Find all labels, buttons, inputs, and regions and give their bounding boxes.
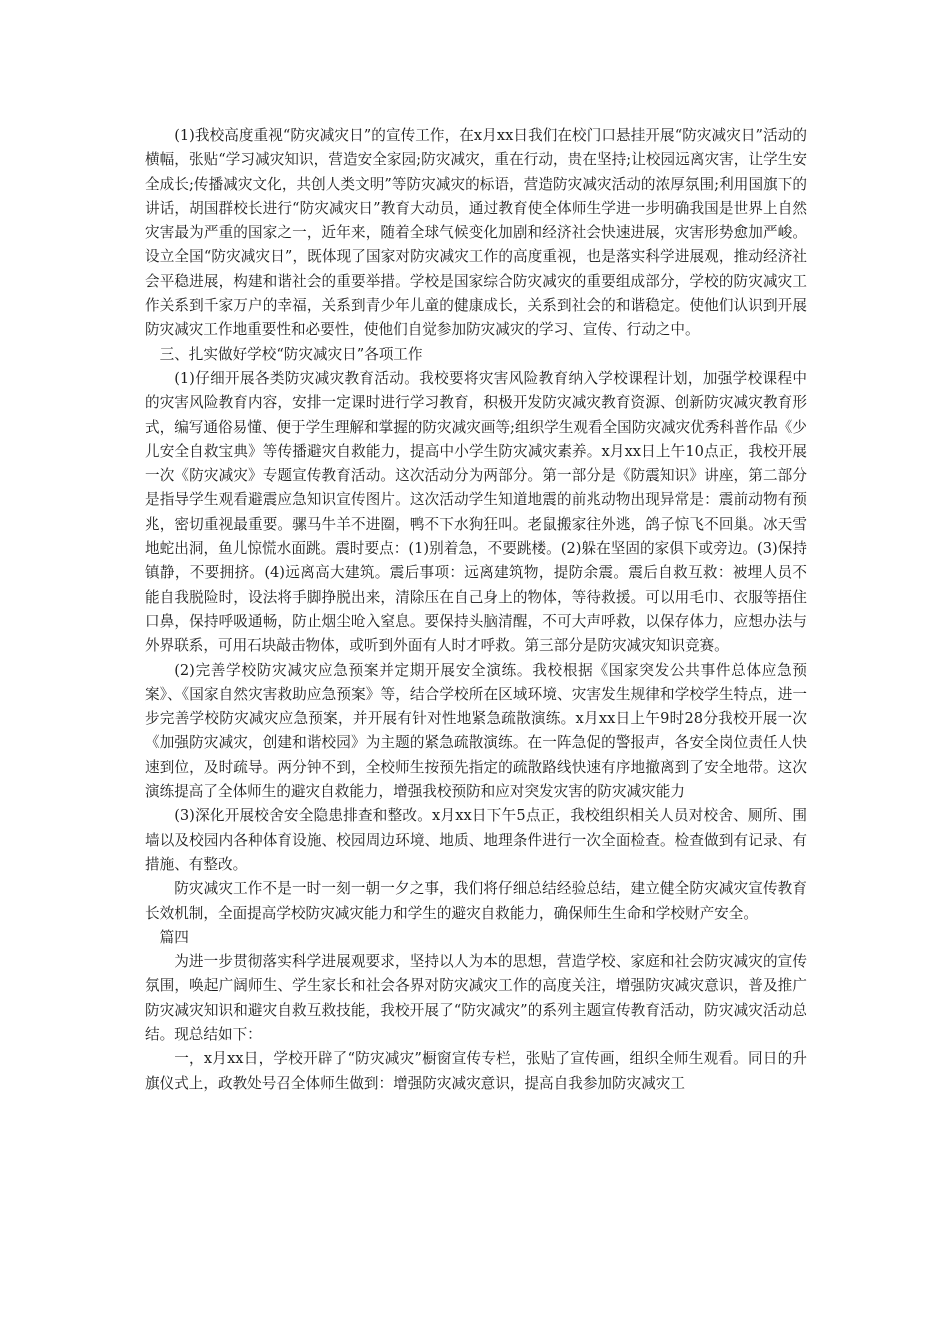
document-body	[145, 124, 807, 1096]
section-heading-part-four: 篇四	[159, 928, 189, 946]
section-heading-three: 三、扎实做好学校“防灾减灾日”各项工作	[159, 345, 423, 363]
paragraph-part-four-intro: 为进一步贯彻落实科学进展观要求，坚持以人为本的思想，营造学校、家庭和社会防灾减灾的宣传氛围，唤起广阔师生、学生家长和社会各界对防灾减灾工作的高度关注，增强防灾减灾意识，普及推广防灾减灾知识和避灾自救互救技能，我校开展了“防灾减灾”的系列主题宣传教育活动，防灾减灾活动总结。现总结如下：	[145, 953, 807, 1043]
paragraph-education-activities: (1)仔细开展各类防灾减灾教育活动。我校要将灾害风险教育纳入学校课程计划，加强学校课程中的灾害风险教育内容，安排一定课时进行学习教育，积极开发防灾减灾教育资源、创新防灾减灾教育形式，编写通俗易懂、便于学生理解和掌握的防灾减灾画等;组织学生观看全国防灾减灾优秀科普作品《少儿安全自救宝典》等传播避灾自救能力，提高中小学生防灾减灾素养。x月xx日上午10点正，我校开展一次《防灾减灾》专题宣传教育活动。这次活动分为两部分。第一部分是《防震知识》讲座，第二部分是指导学生观看避震应急知识宣传图片。这次活动学生知道地震的前兆动物出现异常是：震前动物有预兆，密切重视最重要。骡马牛羊不进圈，鸭不下水狗狂叫。老鼠搬家往外逃，鸽子惊飞不回巢。冰天雪地蛇出洞，鱼儿惊慌水面跳。震时要点：(1)别着急，不要跳楼。(2)躲在坚固的家俱下或旁边。(3)保持镇静，不要拥挤。(4)远离高大建筑。震后事项：远离建筑物，提防余震。震后自救互救：被埋人员不能自我脱险时，设法将手脚挣脱出来，清除压在自己身上的物体，等待救援。可以用毛巾、衣服等捂住口鼻，保持呼吸通畅，防止烟尘呛入窒息。要保持头脑清醒，不可大声呼救，以保存体力，应想办法与外界联系，可用石块敲击物体，或听到外面有人时才呼救。第三部分是防灾减灾知识竞赛。	[145, 369, 807, 655]
paragraph-safety-inspection: (3)深化开展校舍安全隐患排查和整改。x月xx日下午5点正，我校组织相关人员对校舍、厕所、围墙以及校园内各种体育设施、校园周边环境、地质、地理条件进行一次全面检查。检查做到有记录、有措施、有整改。	[145, 807, 807, 873]
paragraph-conclusion: 防灾减灾工作不是一时一刻一朝一夕之事，我们将仔细总结经验总结，建立健全防灾减灾宣传教育长效机制，全面提高学校防灾减灾能力和学生的避灾自救能力，确保师生生命和学校财产安全。	[145, 880, 807, 922]
paragraph-awareness: (1)我校高度重视“防灾减灾日”的宣传工作，在x月xx日我们在校门口悬挂开展“防灾减灾日”活动的横幅，张贴“学习减灾知识，营造安全家园;防灾减灾，重在行动，贵在坚持;让校园远离灾害，让学生安全成长;传播减灾文化，共创人类文明”等防灾减灾的标语，营造防灾减灾活动的浓厚氛围;利用国旗下的讲话，胡国群校长进行“防灾减灾日”教育大动员，通过教育使全体师生学进一步明确我国是世界上自然灾害最为严重的国家之一，近年来，随着全球气候变化加剧和经济社会快速进展，灾害形势愈加严峻。设立全国“防灾减灾日”，既体现了国家对防灾减灾工作的高度重视，也是落实科学进展观，推动经济社会平稳进展，构建和谐社会的重要举措。学校是国家综合防灾减灾的重要组成部分，学校的防灾减灾工作关系到千家万户的幸福，关系到青少年儿童的健康成长，关系到社会的和谐稳定。使他们认识到开展防灾减灾工作地重要性和必要性，使他们自觉参加防灾减灾的学习、宣传、行动之中。	[145, 127, 807, 339]
paragraph-part-four-item-one: 一，x月xx日，学校开辟了“防灾减灾”橱窗宣传专栏，张贴了宣传画，组织全师生观看。同日的升旗仪式上，政教处号召全体师生做到：增强防灾减灾意识，提高自我参加防灾减灾工	[145, 1050, 807, 1092]
paragraph-emergency-plan: (2)完善学校防灾减灾应急预案并定期开展安全演练。我校根据《国家突发公共事件总体应急预案》、《国家自然灾害救助应急预案》等，结合学校所在区域环境、灾害发生规律和学校学生特点，进一步完善学校防灾减灾应急预案，并开展有针对性地紧急疏散演练。x月xx日上午9时28分我校开展一次《加强防灾减灾，创建和谐校园》为主题的紧急疏散演练。在一阵急促的警报声，各安全岗位责任人快速到位，及时疏导。两分钟不到，全校师生按预先指定的疏散路线快速有序地撤离到了安全地带。这次演练提高了全体师生的避灾自救能力，增强我校预防和应对突发灾害的防灾减灾能力	[145, 661, 807, 801]
